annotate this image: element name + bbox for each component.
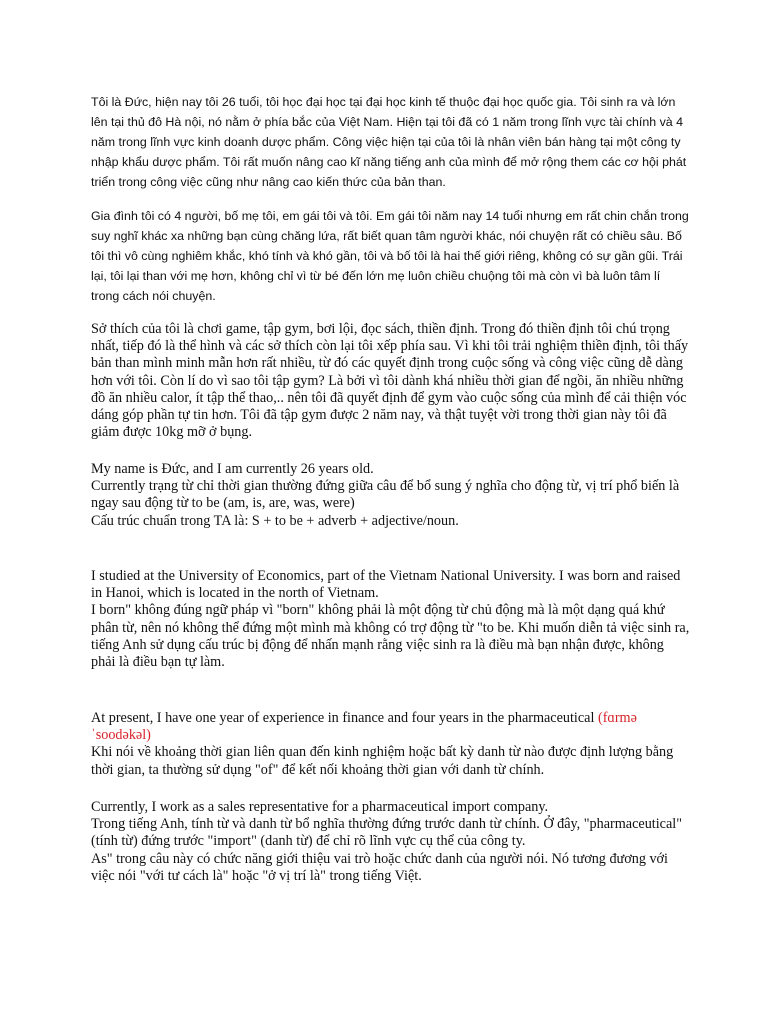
grammar-explanation: Cấu trúc chuẩn trong TA là: S + to be + adverb + adjective/noun. [91,512,459,529]
note-block-2 [91,568,691,671]
intro-paragraph-2-text: Gia đình tôi có 4 người, bố mẹ tôi, em gái tôi và tôi. Em gái tôi năm nay 14 tuổi nhưng em rất chin chắn trong suy nghĩ khác xa những bạn cùng chăng lứa, rất biết quan tâm người khác, nói chuyện rất có chiều sâu. Bố tôi thì vô cùng nghiêm khắc, khó tính và khó gần, tôi và bố tôi là hai thế giới riêng, không có sự gần gũi. Trái lại, tôi lại than với mẹ hơn, không chỉ vì từ bé đến lớn mẹ luôn chiều chuộng tôi mà còn vì bà luôn tâm lí trong cách nói chuyện. [91,209,689,303]
pronunciation-note: (fɑrmə ˈsoodəkəl) [91,710,637,744]
grammar-explanation: Trong tiếng Anh, tính từ và danh từ bổ nghĩa thường đứng trước danh từ chính. Ở đây, "pharmaceutical" (tính từ) đứng trước "import" (danh từ) để chỉ rõ lĩnh vực cụ thể của công ty. [91,816,682,850]
hobbies-paragraph [91,321,691,441]
grammar-explanation: Currently trạng từ chỉ thời gian thường đứng giữa câu để bổ sung ý nghĩa cho động từ, vị trí phổ biến là ngay sau động từ to be (am, is, are, was, were) [91,478,680,512]
english-sentence: I studied at the University of Economics, part of the Vietnam National University. I was born and raised in Hanoi, which is located in the north of Vietnam. [91,568,681,602]
english-sentence-text: At present, I have one year of experience in finance and four years in the pharmaceutical [91,710,595,726]
english-sentence: My name is Đức, and I am currently 26 years old. [91,461,374,477]
intro-paragraph-2 [91,206,691,306]
hobbies-text: Sở thích của tôi là chơi game, tập gym, bơi lội, đọc sách, thiền định. Trong đó thiền định tôi chú trọng nhất, tiếp đó là thể hình và các sở thích còn lại tôi xếp phía sau. Vì khi tôi trải nghiệm thiền định, tôi thấy bản than mình minh mẫn hơn rất nhiều, từ đó các quyết định trong cuộc sống và công việc cũng dễ dàng hơn với tôi. Còn lí do vì sao tôi tập gym? Là bởi vì tôi dành khá nhiều thời gian để ngồi, ăn nhiều những đồ ăn nhiều calor, ít tập thể thao,.. nên tôi đã quyết định để gym vào cuộc sống của mình để cải thiện vóc dáng góp phần tự tin hơn. Tôi đã tập gym được 2 năm nay, và thật tuyệt vời trong thời gian này tôi đã giảm được 10kg mỡ ở bụng. [91,321,689,441]
intro-paragraph-1 [91,92,691,192]
note-block-1 [91,461,691,530]
intro-paragraph-1-text: Tôi là Đức, hiện nay tôi 26 tuổi, tôi học đại học tại đại học kinh tế thuộc đại học quốc gia. Tôi sinh ra và lớn lên tại thủ đô Hà nội, nó nằm ở phía bắc của Việt Nam. Hiện tại tôi đã có 1 năm trong lĩnh vực tài chính và 4 năm trong lĩnh vực kinh doanh dược phẩm. Công việc hiện tại của tôi là nhân viên bán hàng tại một công ty nhập khẩu dược phẩm. Tôi rất muốn nâng cao kĩ năng tiếng anh của mình để mở rộng them các cơ hội phát triển trong công việc cũng như nâng cao kiến thức của bản than. [91,95,687,189]
english-sentence: Currently, I work as a sales representative for a pharmaceutical import company. [91,799,549,815]
grammar-explanation: Khi nói về khoảng thời gian liên quan đến kinh nghiệm hoặc bất kỳ danh từ nào được định lượng bằng thời gian, ta thường sử dụng "of" để kết nối khoảng thời gian với danh từ chính. [91,744,674,778]
note-block-3 [91,710,691,779]
grammar-explanation: I born" không đúng ngữ pháp vì "born" không phải là một động từ chủ động mà là một dạng quá khứ phân từ, nên nó không thể đứng một mình mà không có trợ động từ "to be. Khi muốn diễn tả việc sinh ra, tiếng Anh sử dụng cấu trúc bị động để nhấn mạnh rằng việc sinh ra là điều mà bạn nhận được, không phải là điều bạn tự làm. [91,602,690,671]
english-sentence [91,710,691,744]
note-block-4 [91,799,691,885]
grammar-explanation: As" trong câu này có chức năng giới thiệu vai trò hoặc chức danh của người nói. Nó tương đương với việc nói "với tư cách là" hoặc "ở vị trí là" trong tiếng Việt. [91,850,668,884]
